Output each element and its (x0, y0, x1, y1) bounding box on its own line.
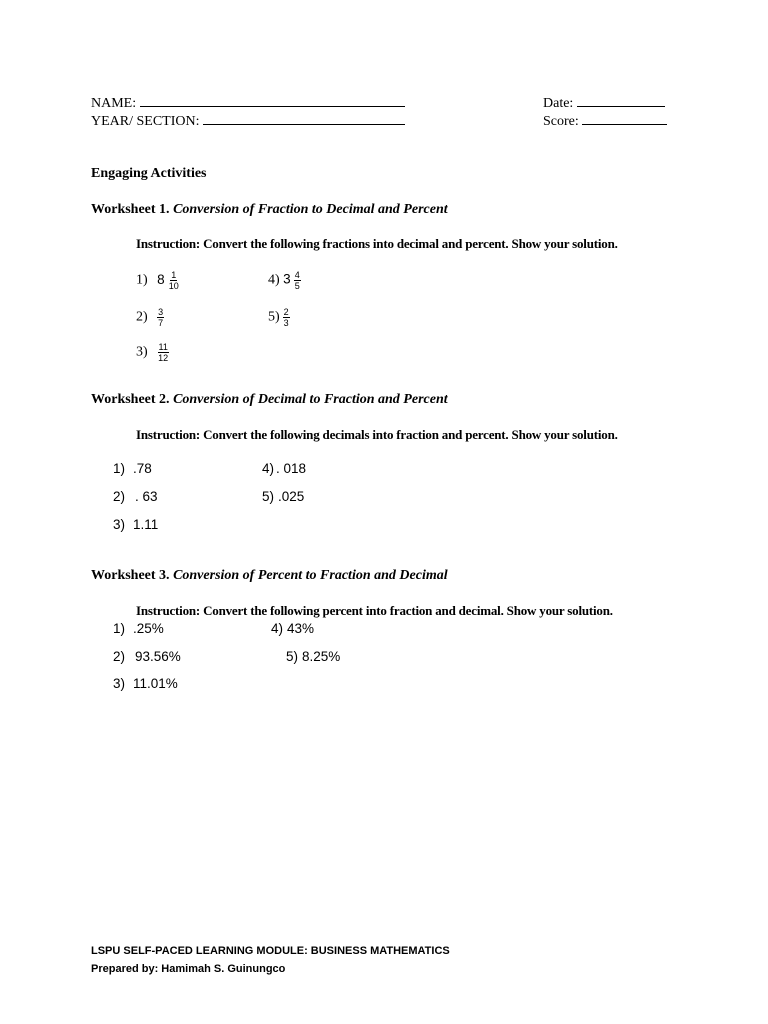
worksheet2-heading (91, 392, 448, 408)
footer-author: Prepared by: Hamimah S. Guinungco (91, 963, 286, 975)
fraction: $\frac{11}{12}$ (158, 342, 169, 363)
worksheet2-item-2: 2) . 63 (113, 489, 158, 504)
worksheet2-title: Conversion of Decimal to Fraction and Percent (173, 392, 448, 407)
worksheet3-title: Conversion of Percent to Fraction and Decimal (173, 568, 448, 583)
year-section-label: YEAR/ SECTION: (91, 114, 200, 129)
score-field (543, 112, 667, 130)
name-field (91, 94, 405, 112)
worksheet1-item-3: 3) $\frac{11}{12}$ (136, 342, 169, 363)
worksheet1-item-1: 1) 8 $\frac{1}{10}$ (136, 270, 179, 291)
fraction: $\frac{4}{5}$ (294, 270, 300, 291)
footer-module-title: LSPU SELF-PACED LEARNING MODULE: BUSINESS MATHEMATICS (91, 945, 450, 957)
worksheet1-item-4: 4) 3 $\frac{4}{5}$ (268, 270, 300, 291)
date-label: Date: (543, 96, 574, 111)
name-label: NAME: (91, 96, 137, 111)
worksheet3-prefix: Worksheet 3. (91, 568, 170, 583)
worksheet1-prefix: Worksheet 1. (91, 202, 170, 217)
worksheet2-item-4: 4) . 018 (262, 461, 307, 476)
fraction: $\frac{3}{7}$ (158, 307, 164, 328)
worksheet3-item-1: 1) .25% (113, 621, 164, 636)
worksheet2-item-1: 1) .78 (113, 461, 152, 476)
name-blank-line[interactable] (140, 94, 405, 107)
worksheet3-heading (91, 568, 448, 584)
worksheet3-item-4: 4) 43% (271, 621, 315, 636)
fraction: $\frac{2}{3}$ (283, 307, 289, 328)
worksheet2-item-5: 5) .025 (262, 489, 305, 504)
score-blank-line[interactable] (582, 112, 667, 125)
date-field (543, 94, 665, 112)
worksheet3-item-2: 2) 93.56% (113, 649, 181, 664)
score-label: Score: (543, 114, 579, 129)
fraction: $\frac{1}{10}$ (168, 270, 179, 291)
date-blank-line[interactable] (577, 94, 665, 107)
year-section-blank-line[interactable] (203, 112, 405, 125)
worksheet1-heading (91, 202, 448, 218)
year-section-field (91, 112, 405, 130)
worksheet3-item-5: 5) 8.25% (286, 649, 341, 664)
worksheet3-instruction: Instruction: Convert the following percent into fraction and decimal. Show your solution. (136, 603, 613, 618)
worksheet1-instruction: Instruction: Convert the following fractions into decimal and percent. Show your solution. (136, 236, 618, 251)
worksheet2-instruction: Instruction: Convert the following decimals into fraction and percent. Show your solution. (136, 427, 618, 442)
worksheet1-title: Conversion of Fraction to Decimal and Percent (173, 202, 448, 217)
worksheet2-prefix: Worksheet 2. (91, 392, 170, 407)
worksheet2-item-3: 3) 1.11 (113, 517, 159, 532)
worksheet1-item-2: 2) $\frac{3}{7}$ (136, 307, 164, 328)
worksheet1-item-5: 5) $\frac{2}{3}$ (268, 307, 289, 328)
section-title: Engaging Activities (91, 166, 207, 181)
worksheet3-item-3: 3) 11.01% (113, 676, 178, 691)
